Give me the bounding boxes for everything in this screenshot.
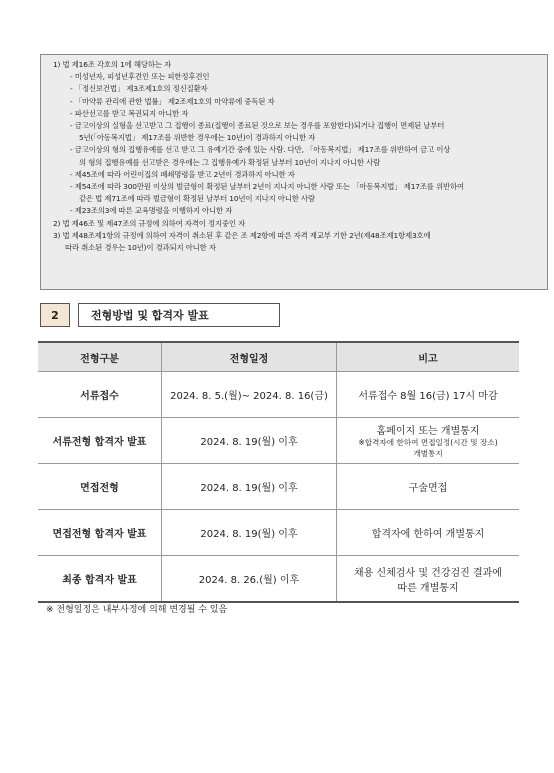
eligibility-line: - 금고이상의 형의 집행유예를 선고 받고 그 유예기간 중에 있는 사람. 다만, 「아동복지법」 제17조를 위반하여 금고 이상	[70, 145, 451, 155]
remark-line: 채용 신체검사 및 건강검진 결과에	[354, 567, 502, 579]
eligibility-line: - 제23조의3에 따른 교육명령을 이행하지 아니한 자	[70, 206, 233, 216]
stage-cell: 면접전형 합격자 발표	[38, 510, 162, 556]
remark-line: 따른 개별통지	[397, 582, 459, 594]
eligibility-box	[40, 54, 548, 290]
eligibility-line: 따라 취소된 경우는 10년)이 경과되지 아니한 자	[65, 243, 216, 253]
table-row	[38, 556, 519, 603]
table-header-row	[38, 342, 519, 372]
section-title: 전형방법 및 합격자 발표	[78, 303, 280, 327]
schedule-cell: 2024. 8. 26.(월) 이후	[162, 556, 337, 603]
schedule-cell: 2024. 8. 5.(월)~ 2024. 8. 16(금)	[162, 372, 337, 418]
eligibility-line: - 금고이상의 실형을 선고받고 그 집행이 종료(집행이 종료된 것으로 보는 경우를 포함한다)되거나 집행이 면제된 날부터	[70, 121, 445, 131]
header-stage: 전형구분	[38, 342, 162, 372]
schedule-cell: 2024. 8. 19(월) 이후	[162, 464, 337, 510]
section-number: 2	[40, 303, 70, 327]
eligibility-line: - 미성년자, 피성년후견인 또는 피한정후견인	[70, 72, 210, 82]
table-row	[38, 510, 519, 556]
remark-cell: 구술면접	[337, 464, 520, 510]
eligibility-line: 의 형의 집행유예를 선고받은 경우에는 그 집행유예가 확정된 날부터 10년이 지나지 아니한 사람	[79, 157, 381, 167]
remark-cell	[337, 556, 520, 603]
remark-subline: ※합격자에 한하여 면접일정(시간 및 장소)	[358, 438, 498, 447]
stage-cell: 면접전형	[38, 464, 162, 510]
eligibility-line: 1) 법 제16조 각호의 1에 해당하는 자	[53, 60, 172, 69]
eligibility-line: - 제54조에 따라 300만원 이상의 벌금형이 확정된 날부터 2년이 지나지 아니한 사람 또는 「아동복지법」 제17조를 위반하여	[70, 182, 464, 192]
eligibility-line: - 제45조에 따라 어린이집의 폐쇄명령을 받고 2년이 경과하지 아니한 자	[70, 169, 295, 179]
eligibility-line: 5년(「아동복지법」 제17조를 위반한 경우에는 10년)이 경과하지 아니한 자	[79, 133, 316, 143]
header-schedule: 전형일정	[162, 342, 337, 372]
remark-cell	[337, 418, 520, 464]
remark-cell: 서류접수 8월 16(금) 17시 마감	[337, 372, 520, 418]
eligibility-line: 3) 법 제48조제1항의 규정에 의하여 자격이 취소된 후 같은 조 제2항에 따른 자격 재교부 기한 2년(제48조제1항제3호에	[53, 230, 431, 240]
remark-cell: 합격자에 한하여 개별통지	[337, 510, 520, 556]
stage-cell: 최종 합격자 발표	[38, 556, 162, 603]
eligibility-line: - 파산선고를 받고 복권되지 아니한 자	[70, 108, 189, 118]
table-row	[38, 418, 519, 464]
eligibility-line: - 「마약류 관리에 관한 법률」 제2조제1호의 마약류에 중독된 자	[70, 96, 275, 106]
table-row	[38, 464, 519, 510]
schedule-cell: 2024. 8. 19(월) 이후	[162, 418, 337, 464]
eligibility-line: 2) 법 제46조 및 제47조의 규정에 의하여 자격이 정지중인 자	[53, 218, 246, 228]
schedule-note: ※ 전형일정은 내부사정에 의해 변경될 수 있음	[46, 605, 228, 615]
schedule-cell: 2024. 8. 19(월) 이후	[162, 510, 337, 556]
schedule-table	[38, 341, 519, 603]
eligibility-line: - 「정신보건법」 제3조제1호의 정신질환자	[70, 84, 208, 94]
eligibility-line: 같은 법 제71조에 따라 벌금형이 확정된 날부터 10년이 지나지 아니한 사람	[79, 194, 315, 204]
remark-line: 홈페이지 또는 개별통지	[376, 426, 480, 437]
section-heading	[40, 303, 280, 327]
stage-cell: 서류전형 합격자 발표	[38, 418, 162, 464]
header-remark: 비고	[337, 342, 520, 372]
table-row	[38, 372, 519, 418]
stage-cell: 서류접수	[38, 372, 162, 418]
remark-subline: 개별통지	[413, 449, 443, 458]
